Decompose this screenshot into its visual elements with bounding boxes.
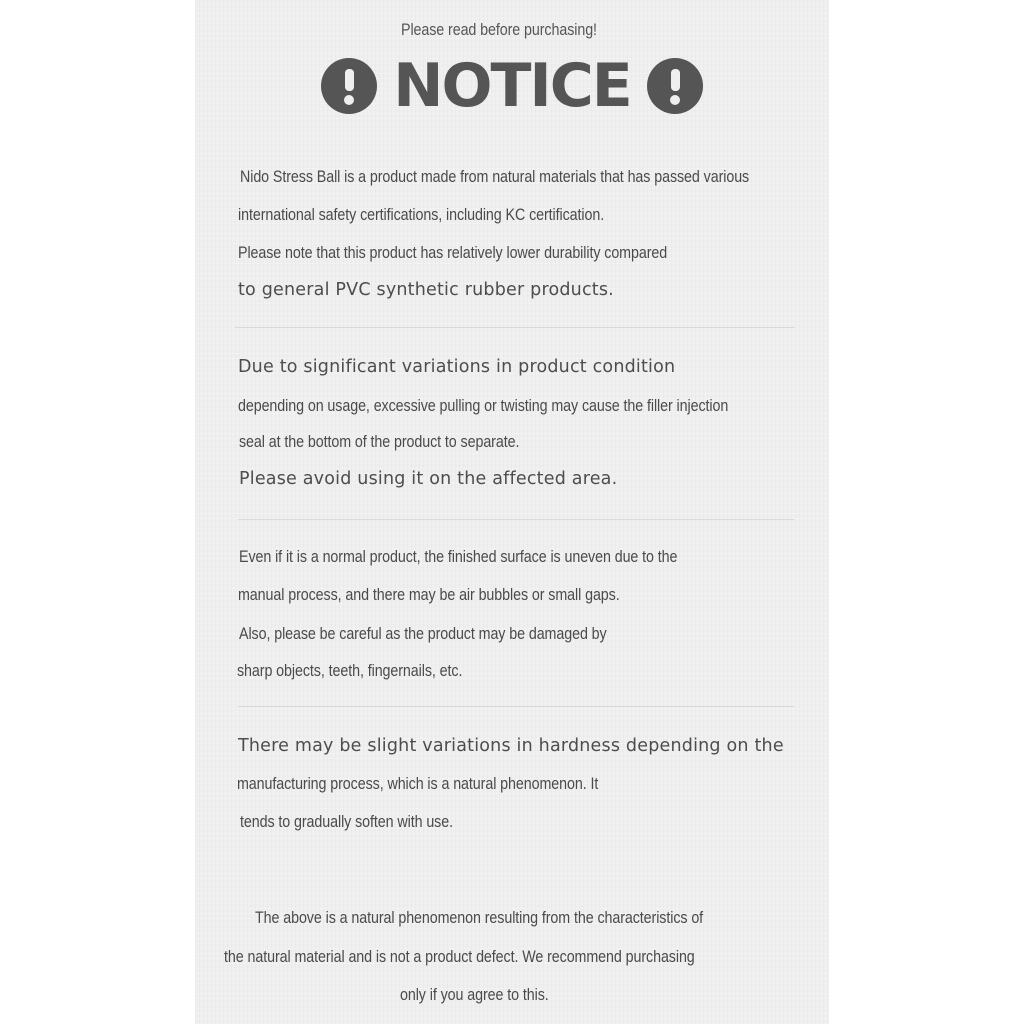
section-line: Please note that this product has relatively lower durability compared — [238, 243, 668, 262]
section-line: Due to significant variations in product condition — [238, 357, 676, 377]
exclamation-circle-icon — [321, 58, 377, 114]
section-line: depending on usage, excessive pulling or twisting may cause the filler injection — [238, 396, 729, 415]
notice-title: NOTICE — [393, 51, 631, 121]
section-line: tends to gradually soften with use. — [240, 812, 453, 831]
section-line: Also, please be careful as the product may be damaged by — [239, 624, 607, 643]
notice-heading — [195, 51, 829, 121]
pre-title: Please read before purchasing! — [401, 20, 597, 39]
section-line: manufacturing process, which is a natural phenomenon. It — [237, 774, 599, 793]
footer-line: The above is a natural phenomenon resulting from the characteristics of — [255, 908, 704, 927]
footer-line: only if you agree to this. — [400, 985, 549, 1004]
section-line: seal at the bottom of the product to separate. — [239, 432, 520, 451]
divider — [235, 327, 795, 328]
section-line: sharp objects, teeth, fingernails, etc. — [237, 661, 463, 680]
exclamation-circle-icon — [647, 58, 703, 114]
section-line: international safety certifications, including KC certification. — [238, 205, 605, 224]
section-line: Please avoid using it on the affected area. — [239, 469, 618, 489]
section-line: Nido Stress Ball is a product made from natural materials that has passed various — [240, 167, 750, 186]
divider — [238, 706, 794, 707]
notice-page — [195, 0, 829, 1024]
section-line: Even if it is a normal product, the finished surface is uneven due to the — [239, 547, 678, 566]
footer-line: the natural material and is not a product defect. We recommend purchasing — [224, 947, 695, 966]
section-line: manual process, and there may be air bubbles or small gaps. — [238, 585, 620, 604]
section-line: to general PVC synthetic rubber products. — [238, 280, 614, 300]
divider — [238, 519, 794, 520]
section-line: There may be slight variations in hardness depending on the — [238, 736, 784, 756]
